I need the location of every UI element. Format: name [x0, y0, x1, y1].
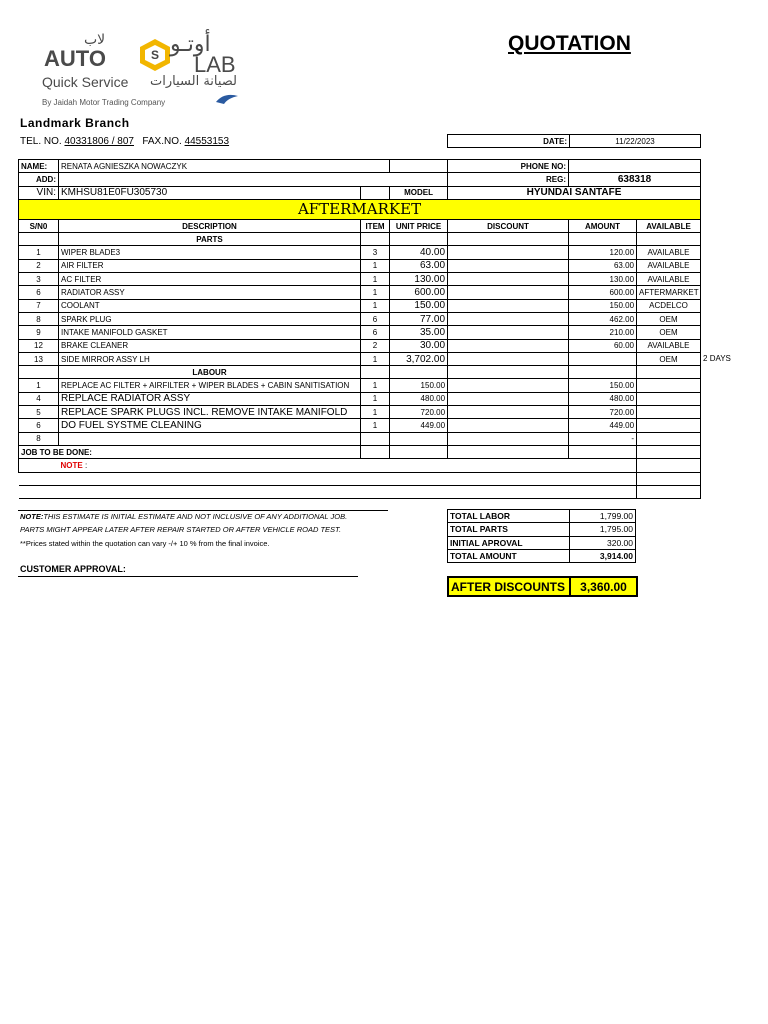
part-available	[637, 312, 701, 325]
disclaimer-line-2: PARTS MIGHT APPEAR LATER AFTER REPAIR STARTED OR AFTER VEHICLE ROAD TEST.	[20, 525, 342, 534]
part-available	[637, 299, 701, 312]
svg-text:S: S	[150, 48, 160, 62]
part-unit-price: 150.00	[390, 299, 448, 312]
header-item: ITEM	[361, 219, 390, 232]
labour-row	[19, 432, 701, 445]
labour-description: DO FUEL SYSTME CLEANING	[59, 419, 361, 432]
labour-unit-price: 480.00	[390, 392, 448, 405]
labour-unit-price: 449.00	[390, 419, 448, 432]
part-description: AIR FILTER	[59, 259, 361, 272]
labour-unit-price: 720.00	[390, 406, 448, 419]
section-title-row	[19, 199, 701, 219]
total-row	[448, 523, 636, 536]
part-unit-price: 63.00	[390, 259, 448, 272]
part-discount	[448, 273, 569, 286]
part-availability: OEM	[659, 354, 678, 364]
part-item-qty: 1	[361, 273, 390, 286]
logo-arabic-sub: لصيانة السيارات	[150, 74, 238, 89]
part-discount	[448, 286, 569, 299]
part-item-qty: 1	[361, 286, 390, 299]
name-row	[19, 160, 701, 173]
part-availability: OEM	[659, 327, 678, 337]
part-item-qty: 1	[361, 352, 390, 365]
labour-row	[19, 419, 701, 432]
header-available: AVAILABLE	[637, 219, 701, 232]
contact-line	[20, 136, 229, 147]
logo-auto-text: AUTO	[44, 46, 106, 71]
part-lead-time: 2 DAYS	[703, 353, 731, 363]
part-row	[19, 299, 701, 312]
part-amount: 210.00	[569, 326, 637, 339]
header-amount: AMOUNT	[569, 219, 637, 232]
part-discount	[448, 326, 569, 339]
vin-value: KMHSU81E0FU305730	[59, 186, 361, 199]
part-amount: 130.00	[569, 273, 637, 286]
part-sno: 8	[19, 312, 59, 325]
after-discounts-label: AFTER DISCOUNTS	[448, 577, 570, 596]
part-description: RADIATOR ASSY	[59, 286, 361, 299]
part-unit-price: 77.00	[390, 312, 448, 325]
date-box	[447, 134, 701, 148]
labour-description	[59, 432, 361, 445]
part-sno: 2	[19, 259, 59, 272]
part-discount	[448, 352, 569, 365]
total-label: TOTAL PARTS	[448, 523, 570, 536]
total-row	[448, 549, 636, 562]
part-sno: 7	[19, 299, 59, 312]
note-colon: :	[82, 460, 88, 470]
labour-item-qty: 1	[361, 392, 390, 405]
part-row	[19, 326, 701, 339]
labour-item-qty: 1	[361, 379, 390, 392]
header-discount: DISCOUNT	[448, 219, 569, 232]
part-unit-price: 130.00	[390, 273, 448, 286]
part-availability: AFTERMARKET	[639, 288, 699, 298]
part-description: INTAKE MANIFOLD GASKET	[59, 326, 361, 339]
part-row	[19, 246, 701, 259]
part-description: WIPER BLADE3	[59, 246, 361, 259]
labour-amount: 720.00	[569, 406, 637, 419]
labour-available	[637, 419, 701, 432]
part-unit-price: 40.00	[390, 246, 448, 259]
part-available	[637, 286, 701, 299]
total-value: 320.00	[570, 536, 636, 549]
total-label: TOTAL AMOUNT	[448, 549, 570, 562]
labour-row	[19, 379, 701, 392]
vin-label: VIN:	[19, 186, 59, 199]
total-value: 1,799.00	[570, 510, 636, 523]
quotation-table	[18, 159, 731, 499]
part-availability: AVAILABLE	[647, 274, 690, 284]
labour-discount	[448, 432, 569, 445]
labour-label: LABOUR	[59, 366, 361, 379]
part-available	[637, 273, 701, 286]
part-item-qty: 3	[361, 246, 390, 259]
document-title: QUOTATION	[508, 32, 631, 55]
labour-discount	[448, 379, 569, 392]
part-discount	[448, 299, 569, 312]
date-label: DATE:	[448, 135, 570, 148]
job-label: JOB TO BE DONE:	[19, 445, 361, 458]
address-row	[19, 173, 701, 186]
jaidah-mark-icon	[214, 92, 240, 106]
parts-label: PARTS	[59, 233, 361, 246]
part-sno: 1	[19, 246, 59, 259]
labour-discount	[448, 392, 569, 405]
part-discount	[448, 259, 569, 272]
model-label: MODEL	[390, 186, 448, 199]
part-row	[19, 286, 701, 299]
total-row	[448, 536, 636, 549]
note-row	[19, 459, 701, 472]
part-item-qty: 1	[361, 299, 390, 312]
labour-sno: 8	[19, 432, 59, 445]
labour-label-row	[19, 366, 701, 379]
part-unit-price: 35.00	[390, 326, 448, 339]
section-title: AFTERMARKET	[19, 199, 701, 219]
part-available	[637, 259, 701, 272]
header-sno: S/N0	[19, 219, 59, 232]
part-amount: 150.00	[569, 299, 637, 312]
disclaimer-line-3: **Prices stated within the quotation can vary -/+ 10 % from the final invoice.	[20, 539, 270, 548]
labour-sno: 4	[19, 392, 59, 405]
part-item-qty: 1	[361, 259, 390, 272]
fax-label: FAX.NO.	[142, 136, 182, 147]
tel-label: TEL. NO.	[20, 136, 62, 147]
labour-sno: 1	[19, 379, 59, 392]
labour-row	[19, 392, 701, 405]
part-availability: AVAILABLE	[647, 261, 690, 271]
labour-discount	[448, 419, 569, 432]
part-amount: 600.00	[569, 286, 637, 299]
phone-label: PHONE NO:	[448, 160, 569, 173]
logo-emblem-icon	[138, 38, 172, 72]
total-row	[448, 510, 636, 523]
total-value: 3,914.00	[570, 549, 636, 562]
part-unit-price: 600.00	[390, 286, 448, 299]
part-row	[19, 273, 701, 286]
part-description: SPARK PLUG	[59, 312, 361, 325]
part-discount	[448, 312, 569, 325]
part-available	[637, 352, 731, 365]
labour-sno: 6	[19, 419, 59, 432]
total-value: 1,795.00	[570, 523, 636, 536]
part-description: BRAKE CLEANER	[59, 339, 361, 352]
labour-amount: 449.00	[569, 419, 637, 432]
fax-number: 44553153	[184, 136, 230, 147]
labour-rows	[19, 379, 701, 445]
header-description: DESCRIPTION	[59, 219, 361, 232]
part-description: AC FILTER	[59, 273, 361, 286]
labour-amount: 150.00	[569, 379, 637, 392]
part-item-qty: 6	[361, 312, 390, 325]
part-amount: 462.00	[569, 312, 637, 325]
after-discounts-box	[447, 576, 638, 597]
job-row	[19, 445, 701, 458]
labour-description: REPLACE SPARK PLUGS INCL. REMOVE INTAKE MANIFOLD	[59, 406, 361, 419]
disclaimer-line-1: NOTE:THIS ESTIMATE IS INITIAL ESTIMATE AND NOT INCLUSIVE OF ANY ADDITIONAL JOB.	[20, 512, 348, 521]
labour-description: REPLACE RADIATOR ASSY	[59, 392, 361, 405]
part-sno: 12	[19, 339, 59, 352]
part-availability: OEM	[659, 314, 678, 324]
labour-available	[637, 432, 701, 445]
part-sno: 9	[19, 326, 59, 339]
part-discount	[448, 246, 569, 259]
labour-available	[637, 379, 701, 392]
total-label: INITIAL APROVAL	[448, 536, 570, 549]
part-row	[19, 259, 701, 272]
labour-item-qty: 1	[361, 406, 390, 419]
labour-description: REPLACE AC FILTER + AIRFILTER + WIPER BLADES + CABIN SANITISATION	[59, 379, 361, 392]
part-availability: AVAILABLE	[647, 248, 690, 258]
after-discounts-value: 3,360.00	[570, 577, 637, 596]
vin-row	[19, 186, 701, 199]
labour-sno: 5	[19, 406, 59, 419]
part-sno: 3	[19, 273, 59, 286]
part-availability: ACDELCO	[649, 301, 688, 311]
tel-number: 40331806 / 807	[64, 136, 134, 147]
part-amount	[569, 352, 637, 365]
parts-label-row	[19, 233, 701, 246]
phone-value	[569, 160, 701, 173]
part-sno: 6	[19, 286, 59, 299]
part-available	[637, 246, 701, 259]
labour-unit-price: 150.00	[390, 379, 448, 392]
address-label: ADD:	[19, 173, 59, 186]
part-row	[19, 352, 701, 365]
part-amount: 63.00	[569, 259, 637, 272]
part-amount: 120.00	[569, 246, 637, 259]
part-discount	[448, 339, 569, 352]
part-sno: 13	[19, 352, 59, 365]
customer-name: RENATA AGNIESZKA NOWACZYK	[59, 160, 390, 173]
part-available	[637, 326, 701, 339]
part-availability: AVAILABLE	[647, 341, 690, 351]
labour-unit-price	[390, 432, 448, 445]
reg-value: 638318	[569, 173, 701, 186]
logo-arabic-brand: أوتـو	[170, 32, 211, 57]
header-unit-price: UNIT PRICE	[390, 219, 448, 232]
disclaimer-rule	[18, 510, 388, 511]
labour-item-qty	[361, 432, 390, 445]
logo-byline: By Jaidah Motor Trading Company	[42, 98, 166, 107]
name-label: NAME:	[19, 160, 59, 173]
date-value: 11/22/2023	[570, 135, 701, 148]
labour-available	[637, 392, 701, 405]
approval-signature-line	[18, 576, 358, 577]
labour-available	[637, 406, 701, 419]
part-unit-price: 30.00	[390, 339, 448, 352]
logo-quick-service: Quick Service	[42, 74, 129, 90]
part-item-qty: 2	[361, 339, 390, 352]
note-label: NOTE	[60, 460, 83, 470]
part-item-qty: 6	[361, 326, 390, 339]
labour-item-qty: 1	[361, 419, 390, 432]
part-row	[19, 339, 701, 352]
company-logo	[38, 30, 258, 112]
reg-label: REG:	[448, 173, 569, 186]
parts-rows	[19, 246, 731, 366]
labour-amount: -	[569, 432, 637, 445]
labour-discount	[448, 406, 569, 419]
model-value: HYUNDAI SANTAFE	[448, 186, 701, 199]
logo-lab-text: LAB	[194, 52, 236, 77]
part-description: COOLANT	[59, 299, 361, 312]
part-available	[637, 339, 701, 352]
customer-approval-label: CUSTOMER APPROVAL:	[20, 564, 126, 574]
part-row	[19, 312, 701, 325]
labour-amount: 480.00	[569, 392, 637, 405]
branch-name: Landmark Branch	[20, 116, 130, 130]
labour-row	[19, 406, 701, 419]
total-label: TOTAL LABOR	[448, 510, 570, 523]
part-amount: 60.00	[569, 339, 637, 352]
header-row	[19, 219, 701, 232]
totals-table	[447, 509, 636, 563]
part-description: SIDE MIRROR ASSY LH	[59, 352, 361, 365]
part-unit-price: 3,702.00	[390, 352, 448, 365]
logo-arabic-top: لاب	[84, 32, 106, 48]
